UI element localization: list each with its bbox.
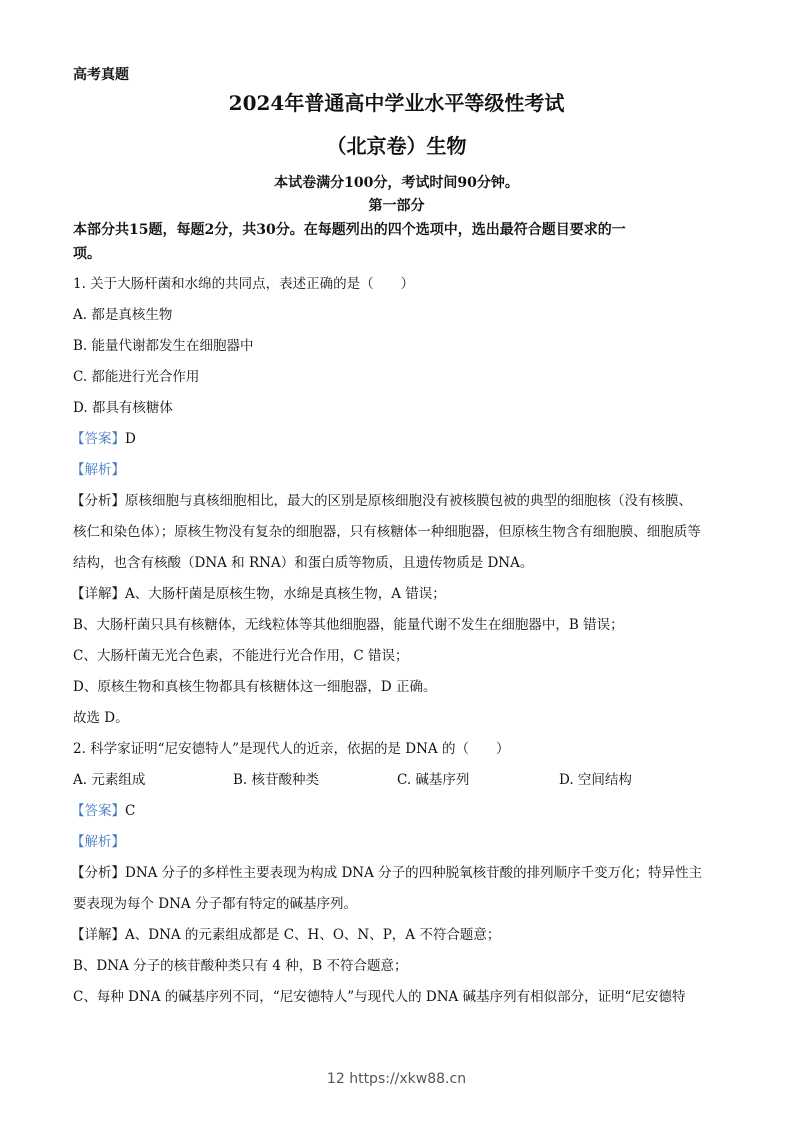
footer-url[interactable]: https://xkw88.cn <box>349 1071 467 1087</box>
question-2-option-b: B. 核苷酸种类 <box>233 772 320 788</box>
instructions-line-2: 项。 <box>73 246 101 262</box>
fenxi-tag: 【分析】 <box>71 493 125 509</box>
exam-info: 本试卷满分100分，考试时间90分钟。 <box>274 175 519 191</box>
question-1-xiangjie-line-3: C、大肠杆菌无光合色素，不能进行光合作用，C 错误； <box>73 648 409 664</box>
answer-tag: 【答案】 <box>71 431 125 447</box>
question-2-answer <box>71 802 135 820</box>
question-2-xiangjie-line-1 <box>71 926 500 944</box>
answer-value: C <box>125 803 136 819</box>
page-number: 12 <box>326 1071 345 1087</box>
question-1-option-b: B. 能量代谢都发生在细胞器中 <box>73 338 254 354</box>
question-1-option-c: C. 都能进行光合作用 <box>73 369 200 385</box>
question-1-fenxi-line-2: 核仁和染色体）；原核生物没有复杂的细胞器，只有核糖体一种细胞器，但原核生物含有细胞膜、细胞质等 <box>73 524 701 540</box>
answer-tag: 【答案】 <box>71 803 125 819</box>
question-1-conclusion: 故选 D。 <box>73 710 129 726</box>
question-1-answer <box>71 430 136 448</box>
instructions-line-1: 本部分共15题，每题2分，共30分。在每题列出的四个选项中，选出最符合题目要求的一 <box>73 222 626 238</box>
question-2-fenxi-line-1 <box>71 864 702 882</box>
question-2-options <box>73 771 733 789</box>
question-2-stem: 2. 科学家证明“尼安德特人”是现代人的近亲，依据的是 DNA 的（ ） <box>73 741 510 757</box>
question-1-xiangjie-line-2: B、大肠杆菌只具有核糖体，无线粒体等其他细胞器，能量代谢不发生在细胞器中，B 错误； <box>73 617 624 633</box>
question-1-stem: 1. 关于大肠杆菌和水绵的共同点，表述正确的是（ ） <box>73 276 415 292</box>
question-2-option-a: A. 元素组成 <box>73 772 146 788</box>
fenxi-text: DNA 分子的多样性主要表现为构成 DNA 分子的四种脱氧核苷酸的排列顺序千变万化；特异性主 <box>125 865 703 881</box>
question-1-analysis-tag: 【解析】 <box>71 462 125 478</box>
question-1-xiangjie-line-4: D、原核生物和真核生物都具有核糖体这一细胞器，D 正确。 <box>73 679 437 695</box>
question-1-option-a: A. 都是真核生物 <box>73 307 173 323</box>
fenxi-text: 原核细胞与真核细胞相比，最大的区别是原核细胞没有被核膜包被的典型的细胞核（没有核膜、 <box>125 493 692 509</box>
part-heading: 第一部分 <box>368 198 425 214</box>
question-2-analysis-tag: 【解析】 <box>71 834 125 850</box>
xiangjie-text: A、DNA 的元素组成都是 C、H、O、N、P，A 不符合题意； <box>125 927 501 943</box>
source-label: 高考真题 <box>73 67 129 83</box>
question-1-option-d: D. 都具有核糖体 <box>73 400 173 416</box>
xiangjie-tag: 【详解】 <box>71 586 125 602</box>
question-2-xiangjie-line-3: C、每种 DNA 的碱基序列不同，“尼安德特人”与现代人的 DNA 碱基序列有相似部分，证明“尼安德特 <box>73 989 686 1005</box>
page-footer <box>0 1071 793 1087</box>
xiangjie-tag: 【详解】 <box>71 927 125 943</box>
question-1-fenxi-line-3: 结构，也含有核酸（DNA 和 RNA）和蛋白质等物质，且遗传物质是 DNA。 <box>73 555 534 571</box>
fenxi-tag: 【分析】 <box>71 865 125 881</box>
question-2-xiangjie-line-2: B、DNA 分子的核苷酸种类只有 4 种，B 不符合题意； <box>73 958 408 974</box>
question-2-option-d: D. 空间结构 <box>559 772 632 788</box>
question-2-fenxi-line-2: 要表现为每个 DNA 分子都有特定的碱基序列。 <box>73 896 357 912</box>
question-2-option-c: C. 碱基序列 <box>397 772 470 788</box>
exam-title: 2024年普通高中学业水平等级性考试 <box>228 91 565 115</box>
xiangjie-text: A、大肠杆菌是原核生物，水绵是真核生物，A 错误； <box>125 586 446 602</box>
question-1-xiangjie-line-1 <box>71 585 446 603</box>
answer-value: D <box>125 431 136 447</box>
exam-subtitle: （北京卷）生物 <box>326 134 467 158</box>
question-1-fenxi-line-1 <box>71 492 692 510</box>
